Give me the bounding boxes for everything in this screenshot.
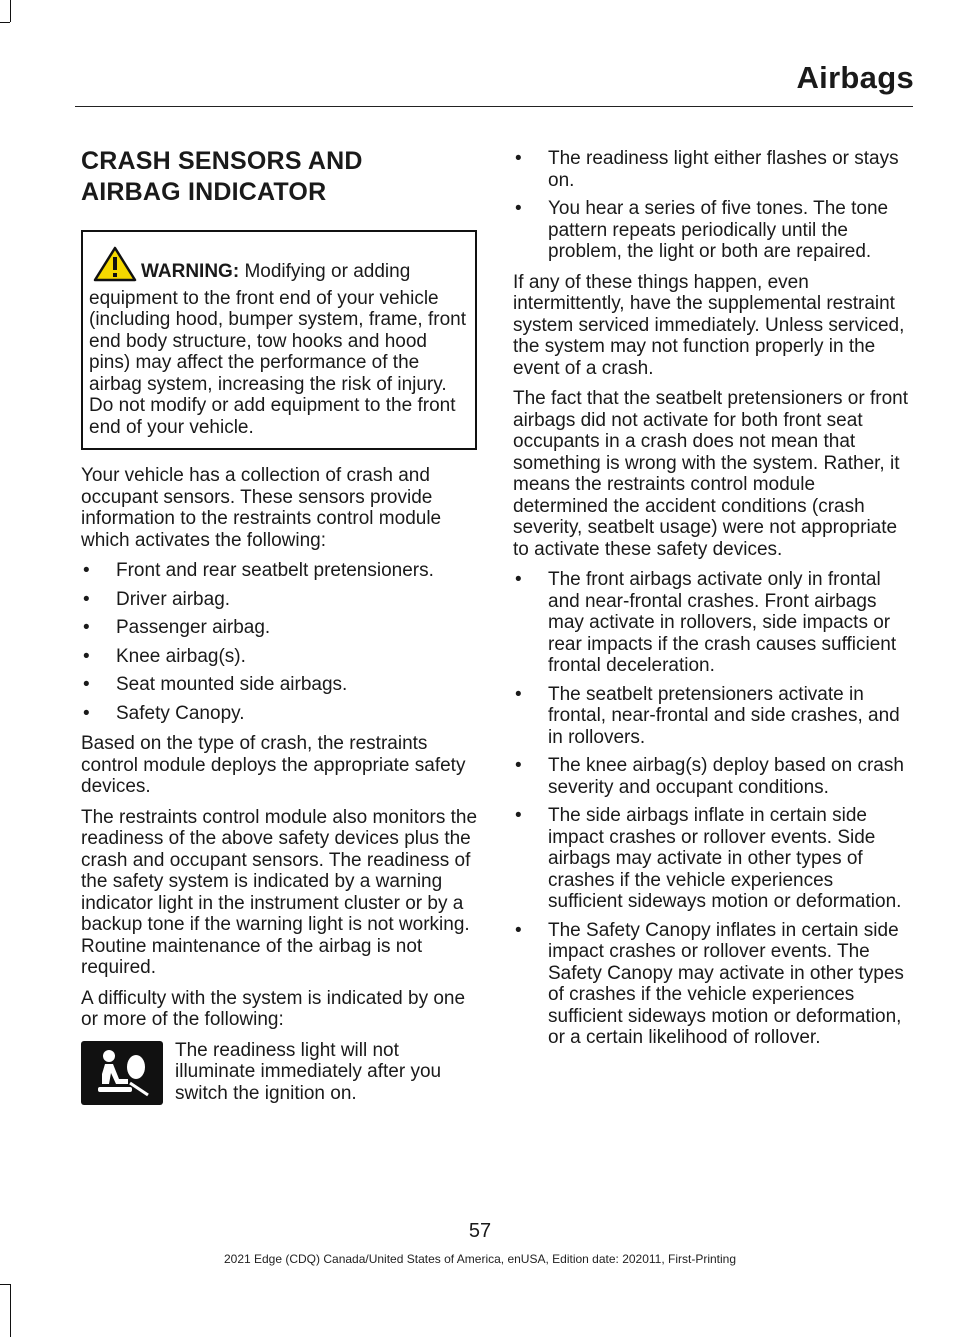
paragraph-monitoring: The restraints control module also monitors the readiness of the above safety devices plus the crash and occupant sensors. The readiness of the safety system is indicated by a warning indicator light in the instrument cluster or by a backup tone if the warning light is not working. Routine maintenance of the airbag is not required.: [81, 806, 478, 978]
list-item: • Driver airbag.: [83, 588, 231, 610]
list-item: • Seat mounted side airbags.: [83, 674, 348, 695]
deployment-list: [513, 569, 909, 1049]
list-item: • Safety Canopy.: [83, 702, 245, 724]
list-item: • Knee airbag(s).: [83, 645, 246, 667]
left-column: [81, 146, 477, 1105]
readiness-light-row: [81, 1040, 477, 1105]
list-item: • Passenger airbag.: [83, 617, 271, 638]
list-item: • You hear a series of five tones. The tone pattern repeats periodically until the problem, the light or both are repaired.: [515, 198, 889, 262]
section-title: [81, 146, 477, 208]
warning-label: WARNING:: [141, 261, 240, 282]
paragraph-service: If any of these things happen, even intermittently, have the supplemental restraint system serviced immediately. Unless serviced, the system may not function properly in the event of a crash.: [513, 271, 905, 379]
section-title-line-1: CRASH SENSORS AND: [81, 147, 363, 175]
crop-mark-top-left: [10, 0, 11, 22]
list-item: • The seatbelt pretensioners activate in frontal, near-frontal and side crashes, and in rollovers.: [515, 683, 900, 748]
airbag-warning-icon: [81, 1041, 163, 1105]
warning-triangle-icon: [93, 246, 137, 288]
list-item: • Front and rear seatbelt pretensioners.: [83, 560, 434, 581]
crop-mark-top-left-h: [0, 22, 10, 23]
symptom-list: [513, 148, 909, 263]
paragraph-difficulty: A difficulty with the system is indicated by one or more of the following:: [81, 987, 466, 1030]
page-number: 57: [468, 1220, 492, 1242]
warning-text: Modifying or adding equipment to the front end of your vehicle (including hood, bumper system, frame, front end body structure, tow hooks and hood pins) may affect the performance of the airbag system, increasing the risk of injury. Do not modify or add equipment to the front end of your vehicle.: [89, 261, 467, 438]
readiness-light-text: The readiness light will not illuminate immediately after you switch the ignition on.: [175, 1039, 442, 1104]
warning-box: [81, 230, 477, 450]
edition-footer: 2021 Edge (CDQ) Canada/United States of America, enUSA, Edition date: 202011, First-Printing: [223, 1252, 737, 1266]
list-item: • The Safety Canopy inflates in certain side impact crashes or rollover events. The Safety Canopy may activate in other types of crashes if the vehicle experiences sufficient sideways motion or deformation, or a certain likelihood of rollover.: [515, 919, 904, 1048]
list-item: • The readiness light either flashes or stays on.: [515, 148, 899, 191]
right-column: [513, 148, 909, 1058]
header-divider: [75, 106, 913, 107]
list-item: • The knee airbag(s) deploy based on crash severity and occupant conditions.: [515, 755, 904, 798]
crop-mark-bottom-left-h: [0, 1284, 10, 1285]
paragraph-crash-type: Based on the type of crash, the restraints control module deploys the appropriate safety devices.: [81, 733, 466, 797]
page-header-title: Airbags: [796, 60, 914, 95]
paragraph-not-activated: The fact that the seatbelt pretensioners or front airbags did not activate for both front seat occupants in a crash does not mean that something is wrong with the system. Rather, it means the restraints control module determined the accident conditions (crash severity, seatbelt usage) were not appropriate to activate these safety devices.: [513, 388, 909, 560]
list-item: • The front airbags activate only in frontal and near-frontal crashes. Front airbags may activate in rollovers, side impacts or rear impacts if the crash causes sufficient frontal deceleration.: [515, 569, 897, 676]
paragraph-sensors: Your vehicle has a collection of crash and occupant sensors. These sensors provide information to the restraints control module which activates the following:: [81, 465, 442, 551]
activation-list: [81, 560, 477, 724]
list-item: • The side airbags inflate in certain side impact crashes or rollover events. Side airbags may activate in other types of crashes if the vehicle experiences sufficient sideways motion or deformation.: [515, 805, 902, 912]
crop-mark-bottom-left: [10, 1284, 11, 1337]
section-title-line-2: AIRBAG INDICATOR: [81, 178, 327, 206]
